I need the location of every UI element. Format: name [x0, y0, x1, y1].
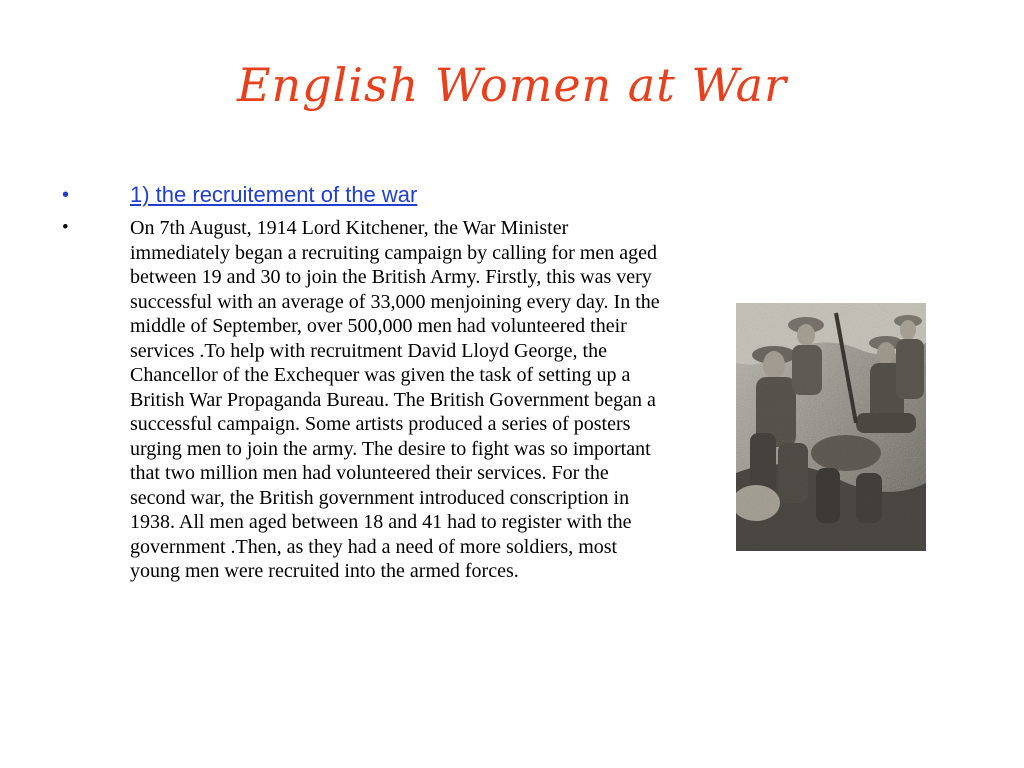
soldiers-photo — [736, 303, 926, 551]
bullet-list — [56, 180, 666, 584]
bullet-marker: • — [62, 217, 69, 238]
bullet-item-body — [56, 216, 666, 584]
soldiers-photo-image — [736, 303, 926, 551]
bullet-marker: • — [62, 184, 70, 206]
slide-title: English Women at War — [236, 58, 788, 112]
body-paragraph: On 7th August, 1914 Lord Kitchener, the War Minister immediately began a recruiting campaign by calling for men aged between 19 and 30 to join the British Army. Firstly, this was very successful with an average of 33,000 menjoining every day. In the middle of September, over 500,000 men had volunteered their services .To help with recruitment David Lloyd George, the Chancellor of the Exchequer was given the task of setting up a British War Propaganda Bureau. The British Government began a successful campaign. Some artists produced a series of posters urging men to join the army. The desire to fight was so important that two million men had volunteered their services. For the second war, the British government introduced conscription in 1938. All men aged between 18 and 41 had to register with the government .Then, as they had a need of more soldiers, most young men were recruited into the armed forces. — [130, 217, 660, 582]
bullet-item-recruitment-link[interactable] — [56, 180, 666, 210]
recruitment-link[interactable]: 1) the recruitement of the war — [130, 182, 418, 207]
